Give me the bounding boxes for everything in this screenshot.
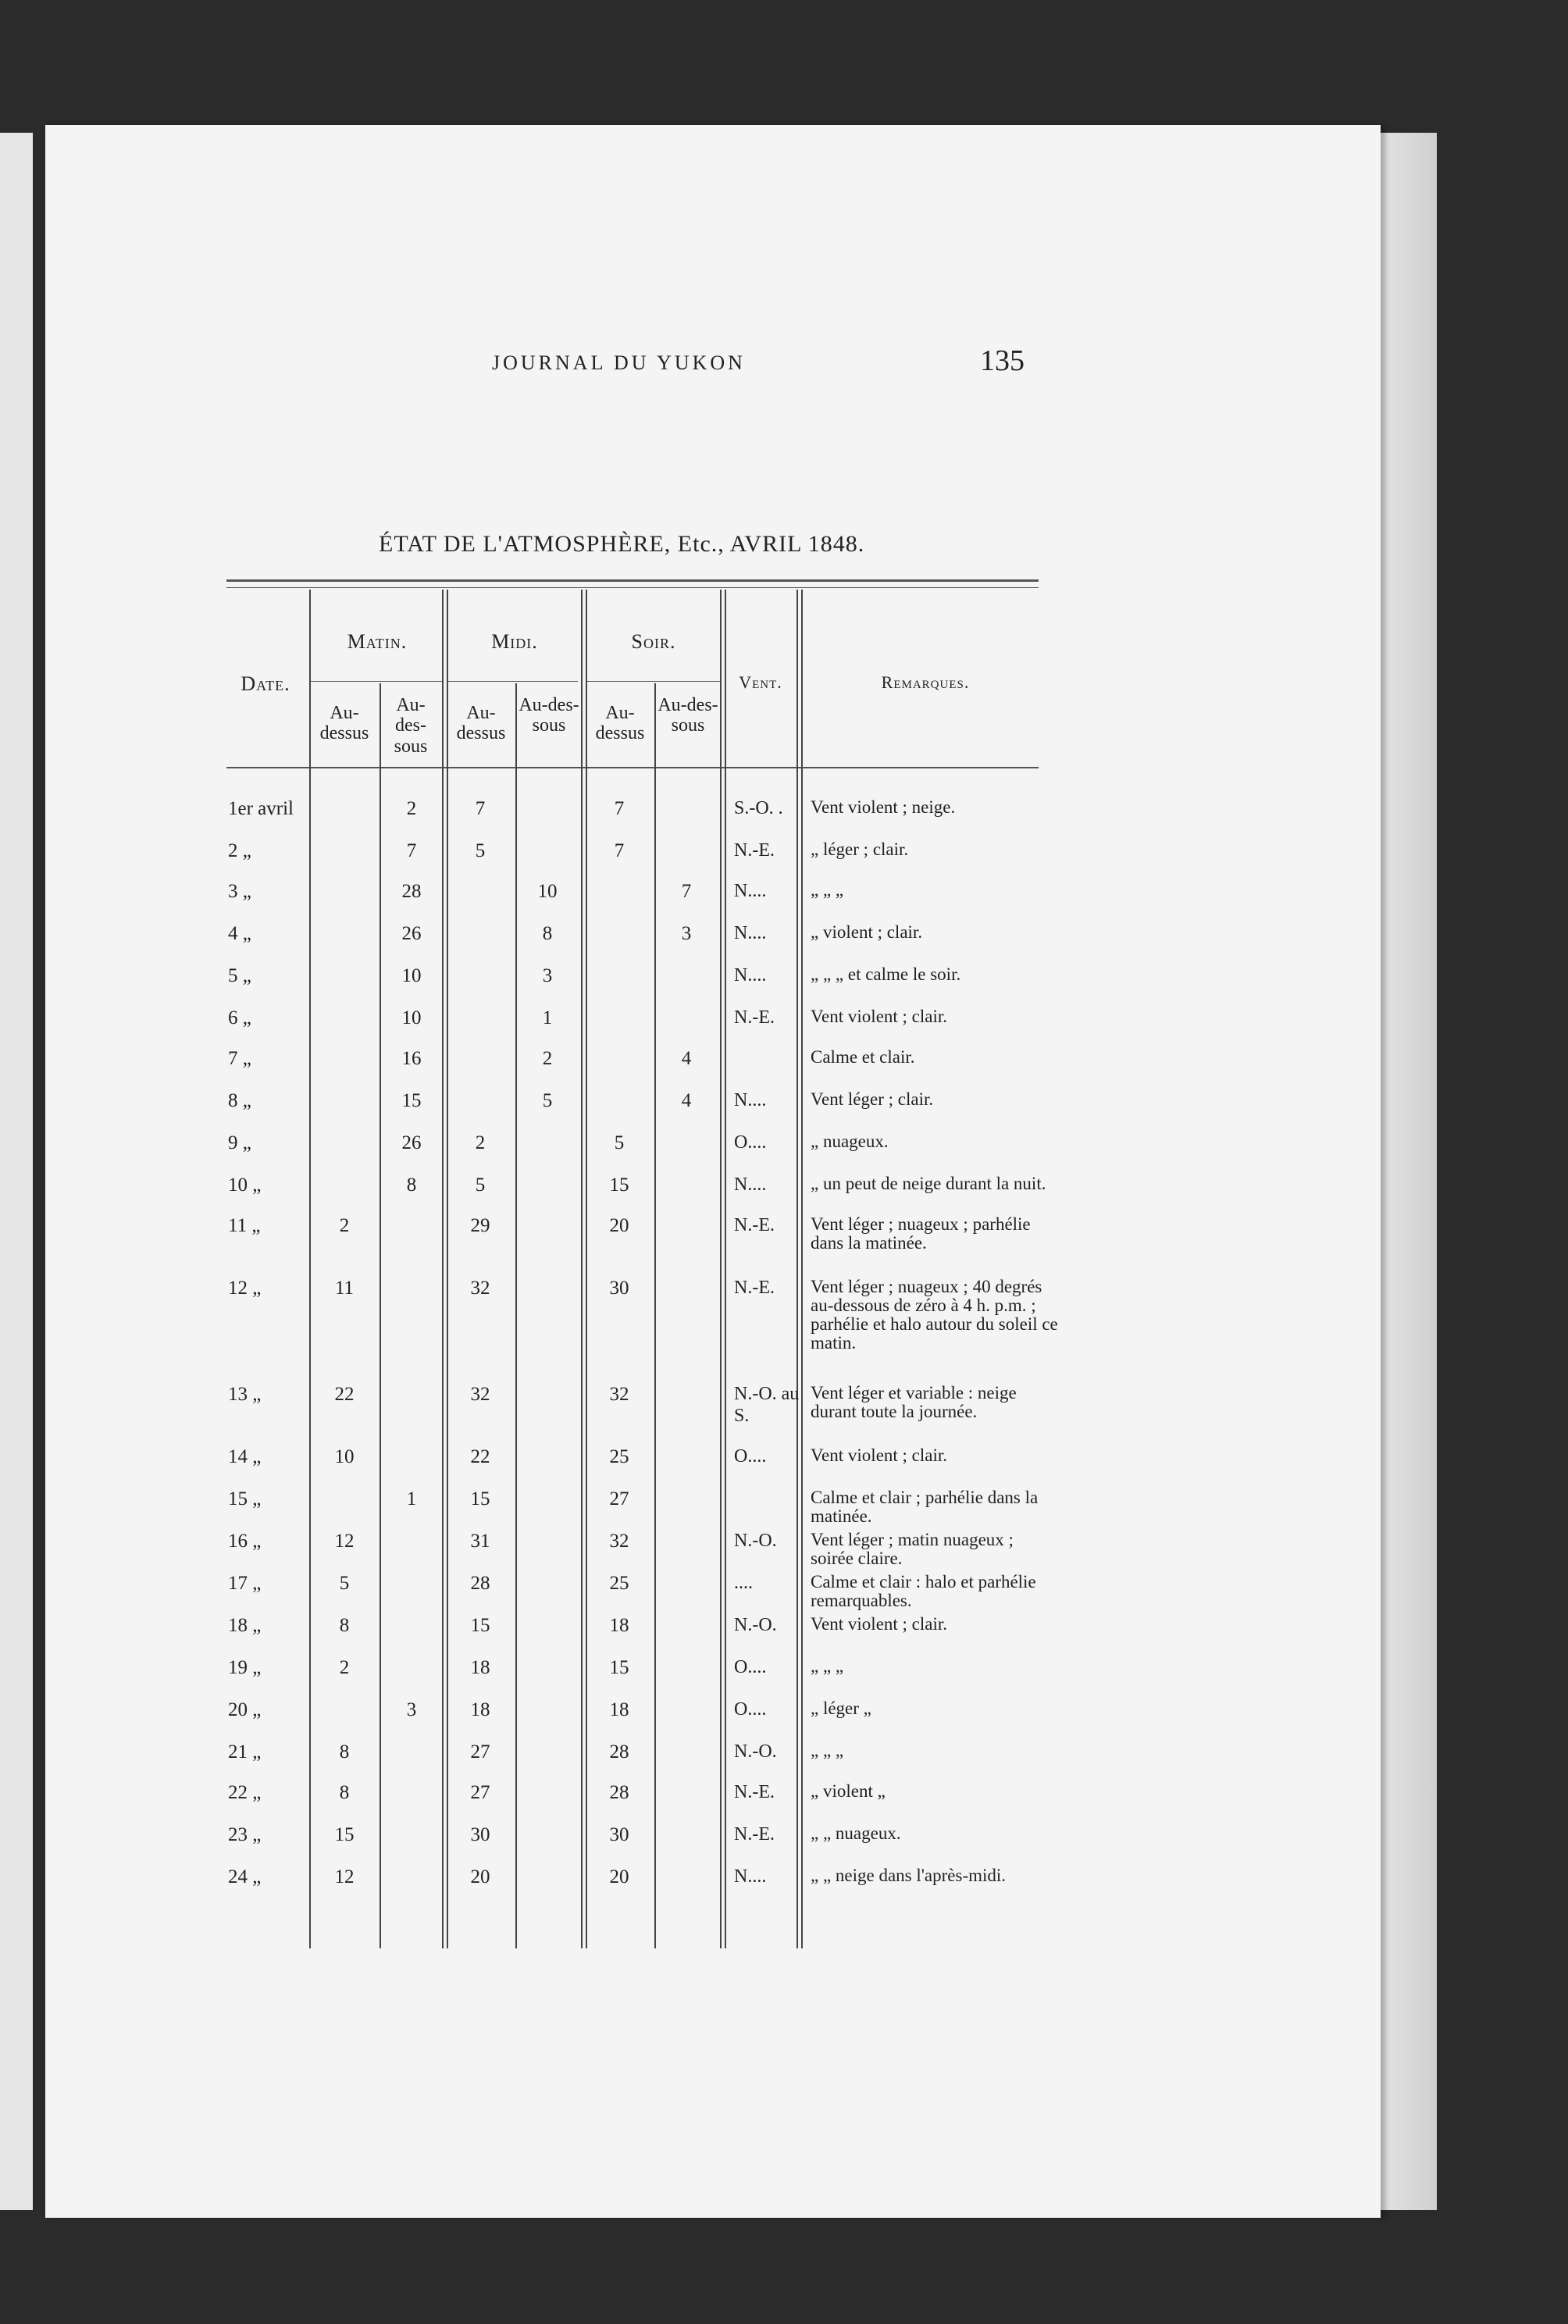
remarks-cell: „ „ nuageux. [811,1823,901,1843]
temperature-cell: 15 [470,1615,490,1636]
header-soir-au-dessous: Au-des-sous [657,695,718,736]
temperature-cell: 20 [609,1215,629,1236]
wind-cell: N.-E. [734,1278,775,1298]
temperature-cell: 10 [401,965,422,986]
group-rule-midi [447,681,578,682]
column-rule [654,683,656,1948]
remarks-cell: Vent violent ; neige. [811,797,956,817]
table-top-rule [226,579,1039,582]
temperature-cell: 32 [470,1278,490,1299]
wind-cell: N.... [734,1090,767,1110]
temperature-cell: 5 [542,1090,553,1111]
date-cell: 17 „ [228,1573,262,1594]
temperature-cell: 10 [537,881,558,902]
temperature-cell: 5 [475,840,486,861]
temperature-cell: 1 [406,1488,417,1510]
wind-cell: N.... [734,923,767,943]
temperature-cell: 30 [609,1824,629,1845]
temperature-cell: 27 [470,1741,490,1763]
remarks-cell: „ „ „ [811,1741,844,1760]
header-matin-au-dessous: Au-des-sous [394,695,428,757]
group-rule-matin [311,681,442,682]
wind-cell: N.... [734,1866,767,1887]
temperature-cell: 2 [339,1215,350,1236]
temperature-cell: 7 [614,798,625,819]
header-midi-au-dessus: Au-dessus [456,703,506,744]
wind-cell: N.-E. [734,1007,775,1028]
remarks-cell: Calme et clair. [811,1047,915,1067]
wind-cell: S.-O. . [734,798,783,818]
temperature-cell: 5 [614,1132,625,1153]
group-rule-soir [587,681,720,682]
date-cell: 1er avril [228,798,294,819]
wind-cell: N.-E. [734,1782,775,1802]
remarks-cell: Calme et clair ; parhélie dans la matinée. [811,1488,1039,1527]
remarks-cell: „ „ „ et calme le soir. [811,964,961,984]
temperature-cell: 32 [609,1531,629,1552]
temperature-cell: 30 [609,1278,629,1299]
wind-cell: N.-E. [734,1824,775,1845]
header-midi: Midi. [491,630,538,653]
remarks-cell: „ violent ; clair. [811,922,923,942]
temperature-cell: 3 [406,1699,417,1720]
column-rule [581,590,583,1948]
temperature-cell: 28 [401,881,422,902]
temperature-cell: 32 [470,1384,490,1405]
remarks-cell: Vent violent ; clair. [811,1007,948,1026]
date-cell: 15 „ [228,1488,262,1510]
date-cell: 8 „ [228,1090,251,1111]
temperature-cell: 3 [681,923,692,944]
temperature-cell: 26 [401,1132,422,1153]
remarks-cell: „ „ „ [811,880,844,900]
date-cell: 9 „ [228,1132,251,1153]
wind-cell: N.... [734,1174,767,1195]
remarks-cell: Vent léger ; matin nuageux ; soirée claire. [811,1530,1014,1569]
facing-page-edge [0,133,33,2210]
header-midi-au-dessous: Au-des-sous [519,695,579,736]
temperature-cell: 22 [334,1384,355,1405]
date-cell: 22 „ [228,1782,262,1803]
temperature-cell: 5 [475,1174,486,1196]
header-soir: Soir. [631,630,676,653]
temperature-cell: 27 [470,1782,490,1803]
remarks-cell: Vent violent ; clair. [811,1614,948,1634]
temperature-cell: 18 [609,1699,629,1720]
temperature-cell: 22 [470,1446,490,1467]
date-cell: 2 „ [228,840,251,861]
header-remarques: Remarques. [881,672,970,692]
wind-cell: N.-O. au S. [734,1384,800,1426]
remarks-cell: „ nuageux. [811,1132,889,1151]
book-page [45,125,1381,2218]
temperature-cell: 20 [609,1866,629,1887]
running-head: JOURNAL DU YUKON [492,351,746,374]
temperature-cell: 8 [339,1615,350,1636]
date-cell: 19 „ [228,1657,262,1678]
wind-cell: N.-O. [734,1615,777,1635]
wind-cell: N.... [734,881,767,901]
wind-cell: O.... [734,1699,767,1720]
temperature-cell: 8 [339,1741,350,1763]
wind-cell: N.-E. [734,840,775,861]
temperature-cell: 10 [401,1007,422,1028]
header-date: Date. [241,672,290,695]
remarks-cell: Vent léger et variable : neige durant toute la journée. [811,1383,1017,1422]
wind-cell: O.... [734,1446,767,1467]
temperature-cell: 15 [334,1824,355,1845]
temperature-cell: 7 [475,798,486,819]
temperature-cell: 15 [609,1174,629,1196]
date-cell: 6 „ [228,1007,251,1028]
temperature-cell: 15 [470,1488,490,1510]
date-cell: 3 „ [228,881,251,902]
temperature-cell: 2 [406,798,417,819]
date-cell: 13 „ [228,1384,262,1405]
wind-cell: N.-O. [734,1741,777,1762]
remarks-cell: Vent violent ; clair. [811,1445,948,1465]
date-cell: 7 „ [228,1048,251,1069]
temperature-cell: 25 [609,1446,629,1467]
header-matin-au-dessus: Au-dessus [319,703,369,744]
column-rule [380,683,381,1948]
temperature-cell: 11 [334,1278,355,1299]
remarks-cell: „ „ „ [811,1656,844,1676]
remarks-cell: „ léger ; clair. [811,839,909,859]
date-cell: 20 „ [228,1699,262,1720]
wind-cell: .... [734,1573,753,1593]
temperature-cell: 8 [542,923,553,944]
date-cell: 18 „ [228,1615,262,1636]
header-soir-au-dessus: Au-dessus [595,703,645,744]
temperature-cell: 8 [339,1782,350,1803]
temperature-cell: 18 [470,1657,490,1678]
temperature-cell: 8 [406,1174,417,1196]
column-rule [442,590,444,1948]
temperature-cell: 2 [475,1132,486,1153]
temperature-cell: 30 [470,1824,490,1845]
temperature-cell: 7 [614,840,625,861]
temperature-cell: 27 [609,1488,629,1510]
wind-cell: N.-E. [734,1215,775,1235]
temperature-cell: 28 [470,1573,490,1594]
remarks-cell: „ un peut de neige durant la nuit. [811,1174,1046,1193]
remarks-cell: Vent léger ; nuageux ; parhélie dans la matinée. [811,1214,1031,1253]
temperature-cell: 4 [681,1090,692,1111]
column-rule [447,590,448,1948]
wind-cell: N.-O. [734,1531,777,1551]
remarks-cell: „ léger „ [811,1698,871,1718]
date-cell: 16 „ [228,1531,262,1552]
header-bottom-rule [226,767,1039,768]
column-rule [720,590,722,1948]
remarks-cell: Vent léger ; clair. [811,1089,934,1109]
temperature-cell: 3 [542,965,553,986]
temperature-cell: 18 [609,1615,629,1636]
temperature-cell: 5 [339,1573,350,1594]
temperature-cell: 32 [609,1384,629,1405]
wind-cell: O.... [734,1132,767,1153]
remarks-cell: „ violent „ [811,1781,886,1801]
date-cell: 12 „ [228,1278,262,1299]
temperature-cell: 15 [609,1657,629,1678]
date-cell: 5 „ [228,965,251,986]
temperature-cell: 12 [334,1866,355,1887]
temperature-cell: 29 [470,1215,490,1236]
date-cell: 14 „ [228,1446,262,1467]
temperature-cell: 18 [470,1699,490,1720]
temperature-cell: 26 [401,923,422,944]
header-vent: Vent. [739,672,782,692]
temperature-cell: 10 [334,1446,355,1467]
temperature-cell: 2 [339,1657,350,1678]
temperature-cell: 7 [681,881,692,902]
remarks-cell: Vent léger ; nuageux ; 40 degrés au-dessous de zéro à 4 h. p.m. ; parhélie et halo autour du soleil ce matin. [811,1277,1058,1353]
temperature-cell: 4 [681,1048,692,1069]
temperature-cell: 31 [470,1531,490,1552]
temperature-cell: 1 [542,1007,553,1028]
date-cell: 4 „ [228,923,251,944]
column-rule [725,590,726,1948]
temperature-cell: 28 [609,1741,629,1763]
temperature-cell: 28 [609,1782,629,1803]
wind-cell: O.... [734,1657,767,1677]
column-rule [586,590,587,1948]
page-number: 135 [980,344,1025,377]
temperature-cell: 2 [542,1048,553,1069]
temperature-cell: 20 [470,1866,490,1887]
date-cell: 23 „ [228,1824,262,1845]
remarks-cell: Calme et clair : halo et parhélie remarquables. [811,1572,1036,1611]
date-cell: 10 „ [228,1174,262,1196]
date-cell: 11 „ [228,1215,261,1236]
temperature-cell: 25 [609,1573,629,1594]
temperature-cell: 12 [334,1531,355,1552]
header-matin: Matin. [347,630,408,653]
column-rule [515,683,517,1948]
wind-cell: N.... [734,965,767,986]
temperature-cell: 16 [401,1048,422,1069]
date-cell: 21 „ [228,1741,262,1763]
remarks-cell: „ „ neige dans l'après-midi. [811,1866,1007,1885]
temperature-cell: 15 [401,1090,422,1111]
date-cell: 24 „ [228,1866,262,1887]
table-top-rule-2 [226,587,1039,588]
temperature-cell: 7 [406,840,417,861]
table-title: ÉTAT DE L'ATMOSPHÈRE, Etc., AVRIL 1848. [379,531,865,557]
